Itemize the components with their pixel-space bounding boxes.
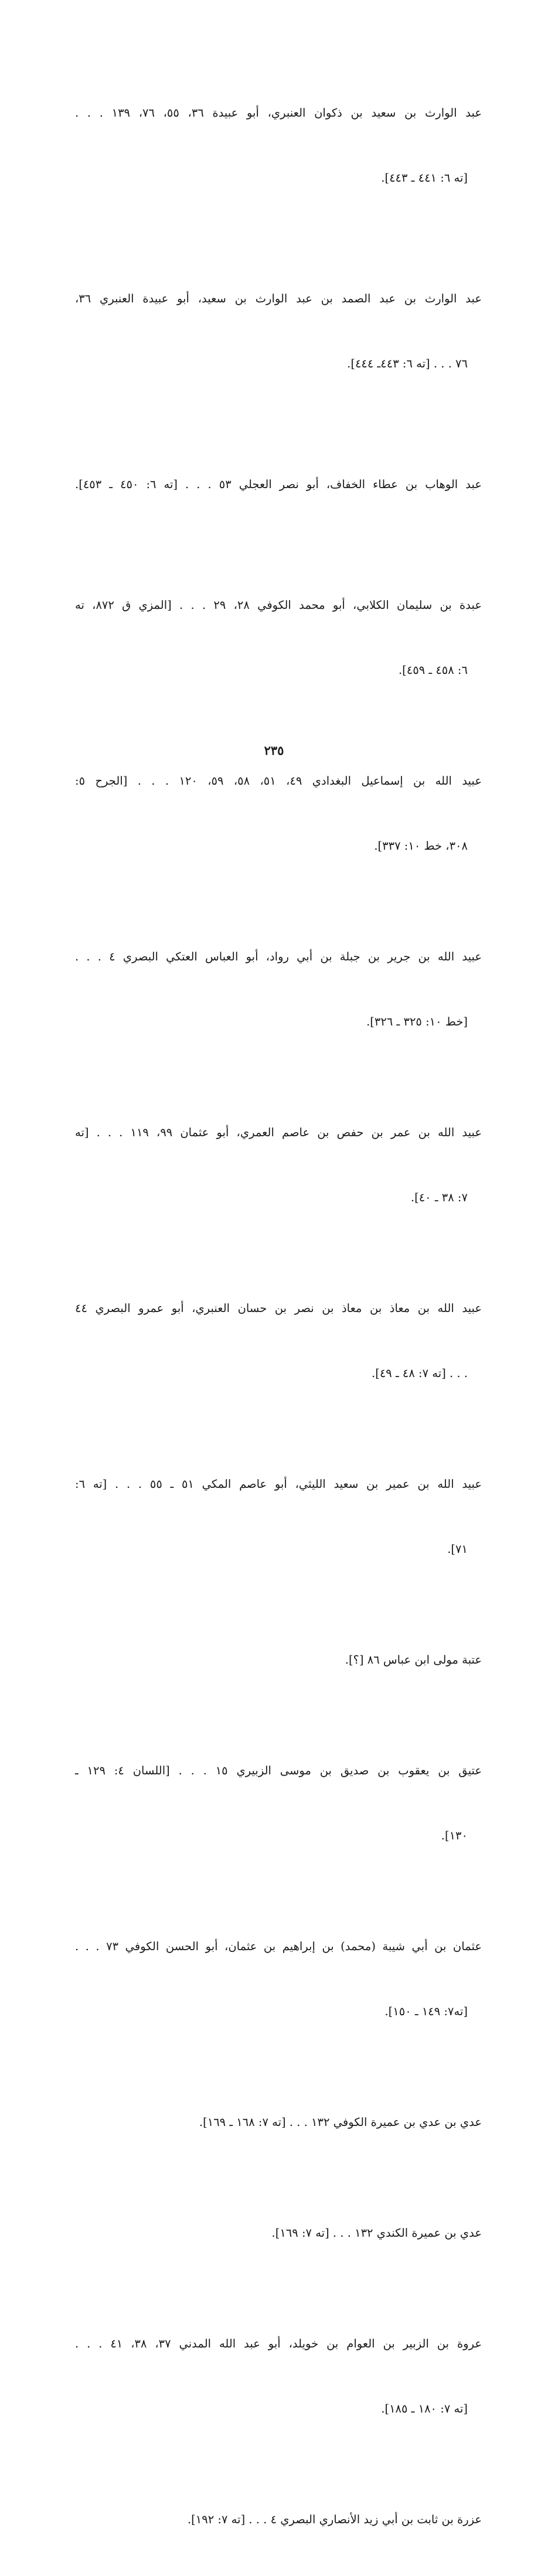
index-entry [75,1078,482,1252]
entry-line: ٧١]. [447,1542,468,1556]
index-entry [75,1716,482,1890]
entry-line: عبيد الله بن معاذ بن معاذ بن نصر بن حسان العنبري، أبو عمرو البصري ٤٤ [75,1301,482,1315]
index-entry [75,2179,482,2287]
index-entry [75,59,482,232]
entry-line: [ته ٦: ٤٤١ ـ ٤٤٣]. [381,171,468,185]
entry-line: ٣٠٨، خط ١٠: ٣٣٧]. [374,839,468,853]
index-entry [75,1430,482,1603]
entry-line: ٦: ٤٥٨ ـ ٤٥٩]. [398,663,468,677]
index-entry [75,1254,482,1427]
entry-line: عبيد الله بن جرير بن جبلة بن أبي رواد، أبو العباس العتكي البصري ٤ . . . [75,950,482,963]
index-entry [75,551,482,724]
index-entry [75,430,482,539]
entry-line: عبدة بن سليمان الكلابي، أبو محمد الكوفي ٢٨، ٢٩ . . . [المزي ق ٨٧٢، ته [75,598,482,612]
page-number: ٢٣٥ [264,743,284,758]
entry-line: عبيد الله بن إسماعيل البغدادي ٤٩، ٥١، ٥٨، ٥٩، ١٢٠ . . . [الجرح ٥: [75,774,482,788]
entry-line: عدي بن عدي بن عميرة الكوفي ١٣٢ . . . [ته ٧: ١٦٨ ـ ١٦٩]. [199,2115,482,2129]
entry-line: [خط ١٠: ٣٢٥ ـ ٣٢٦]. [366,1015,468,1028]
index-entry [75,2068,482,2176]
entry-line: عبيد الله بن عمير بن سعيد الليثي، أبو عاصم المكي ٥١ ـ ٥٥ . . . [ته ٦: [75,1477,482,1491]
entry-line: عدي بن عميرة الكندي ١٣٢ . . . [ته ٧: ١٦٩]. [271,2226,482,2240]
index-entry [75,2289,482,2463]
entry-line: عزرة بن ثابت بن أبي زيد الأنصاري البصري ٤ . . . [ته ٧: ١٩٢]. [187,2513,482,2526]
entry-line: [ته ٧: ١٨٠ ـ ١٨٥]. [381,2402,468,2415]
entry-line: عتيق بن يعقوب بن صديق بن موسى الزبيري ١٥ . . . [اللسان ٤: ١٢٩ ـ [75,1764,482,1777]
entry-line: . . . [ته ٧: ٤٨ ـ ٤٩]. [372,1367,468,1380]
entry-line: ١٣٠]. [441,1829,468,1842]
entry-line: عبد الوهاب بن عطاء الخفاف، أبو نصر العجلي ٥٣ . . . [ته ٦: ٤٥٠ ـ ٤٥٣]. [75,478,482,491]
index-entry [75,244,482,418]
index-entry [75,902,482,1076]
index-entry [75,2465,482,2574]
entry-line: عثمان بن أبي شيبة (محمد) بن إبراهيم بن عثمان، أبو الحسن الكوفي ٧٣ . . . [75,1940,482,1953]
index-entries [75,59,482,2576]
index-entry [75,1606,482,1714]
entry-line: عبد الوارث بن سعيد بن ذكوان العنبري، أبو عبيدة ٣٦، ٥٥، ٧٦، ١٣٩ . . . [75,106,482,120]
entry-line: عتبة مولى ابن عباس ٨٦ [؟]. [345,1653,482,1667]
entry-line: [ته٧: ١٤٩ ـ ١٥٠]. [384,2005,468,2018]
entry-line: عبيد الله بن عمر بن حفص بن عاصم العمري، أبو عثمان ٩٩، ١١٩ . . . [ته [75,1126,482,1139]
entry-line: عروة بن الزبير بن العوام بن خويلد، أبو عبد الله المدني ٣٧، ٣٨، ٤١ . . . [75,2337,482,2350]
entry-line: ٧٦ . . . [ته ٦: ٤٤٣ـ ٤٤٤]. [347,357,468,370]
entry-line: ٧: ٣٨ ـ ٤٠]. [410,1191,468,1204]
index-entry [75,1892,482,2066]
entry-line: عبد الوارث بن عبد الصمد بن عبد الوارث بن سعيد، أبو عبيدة العنبري ٣٦، [75,292,482,305]
